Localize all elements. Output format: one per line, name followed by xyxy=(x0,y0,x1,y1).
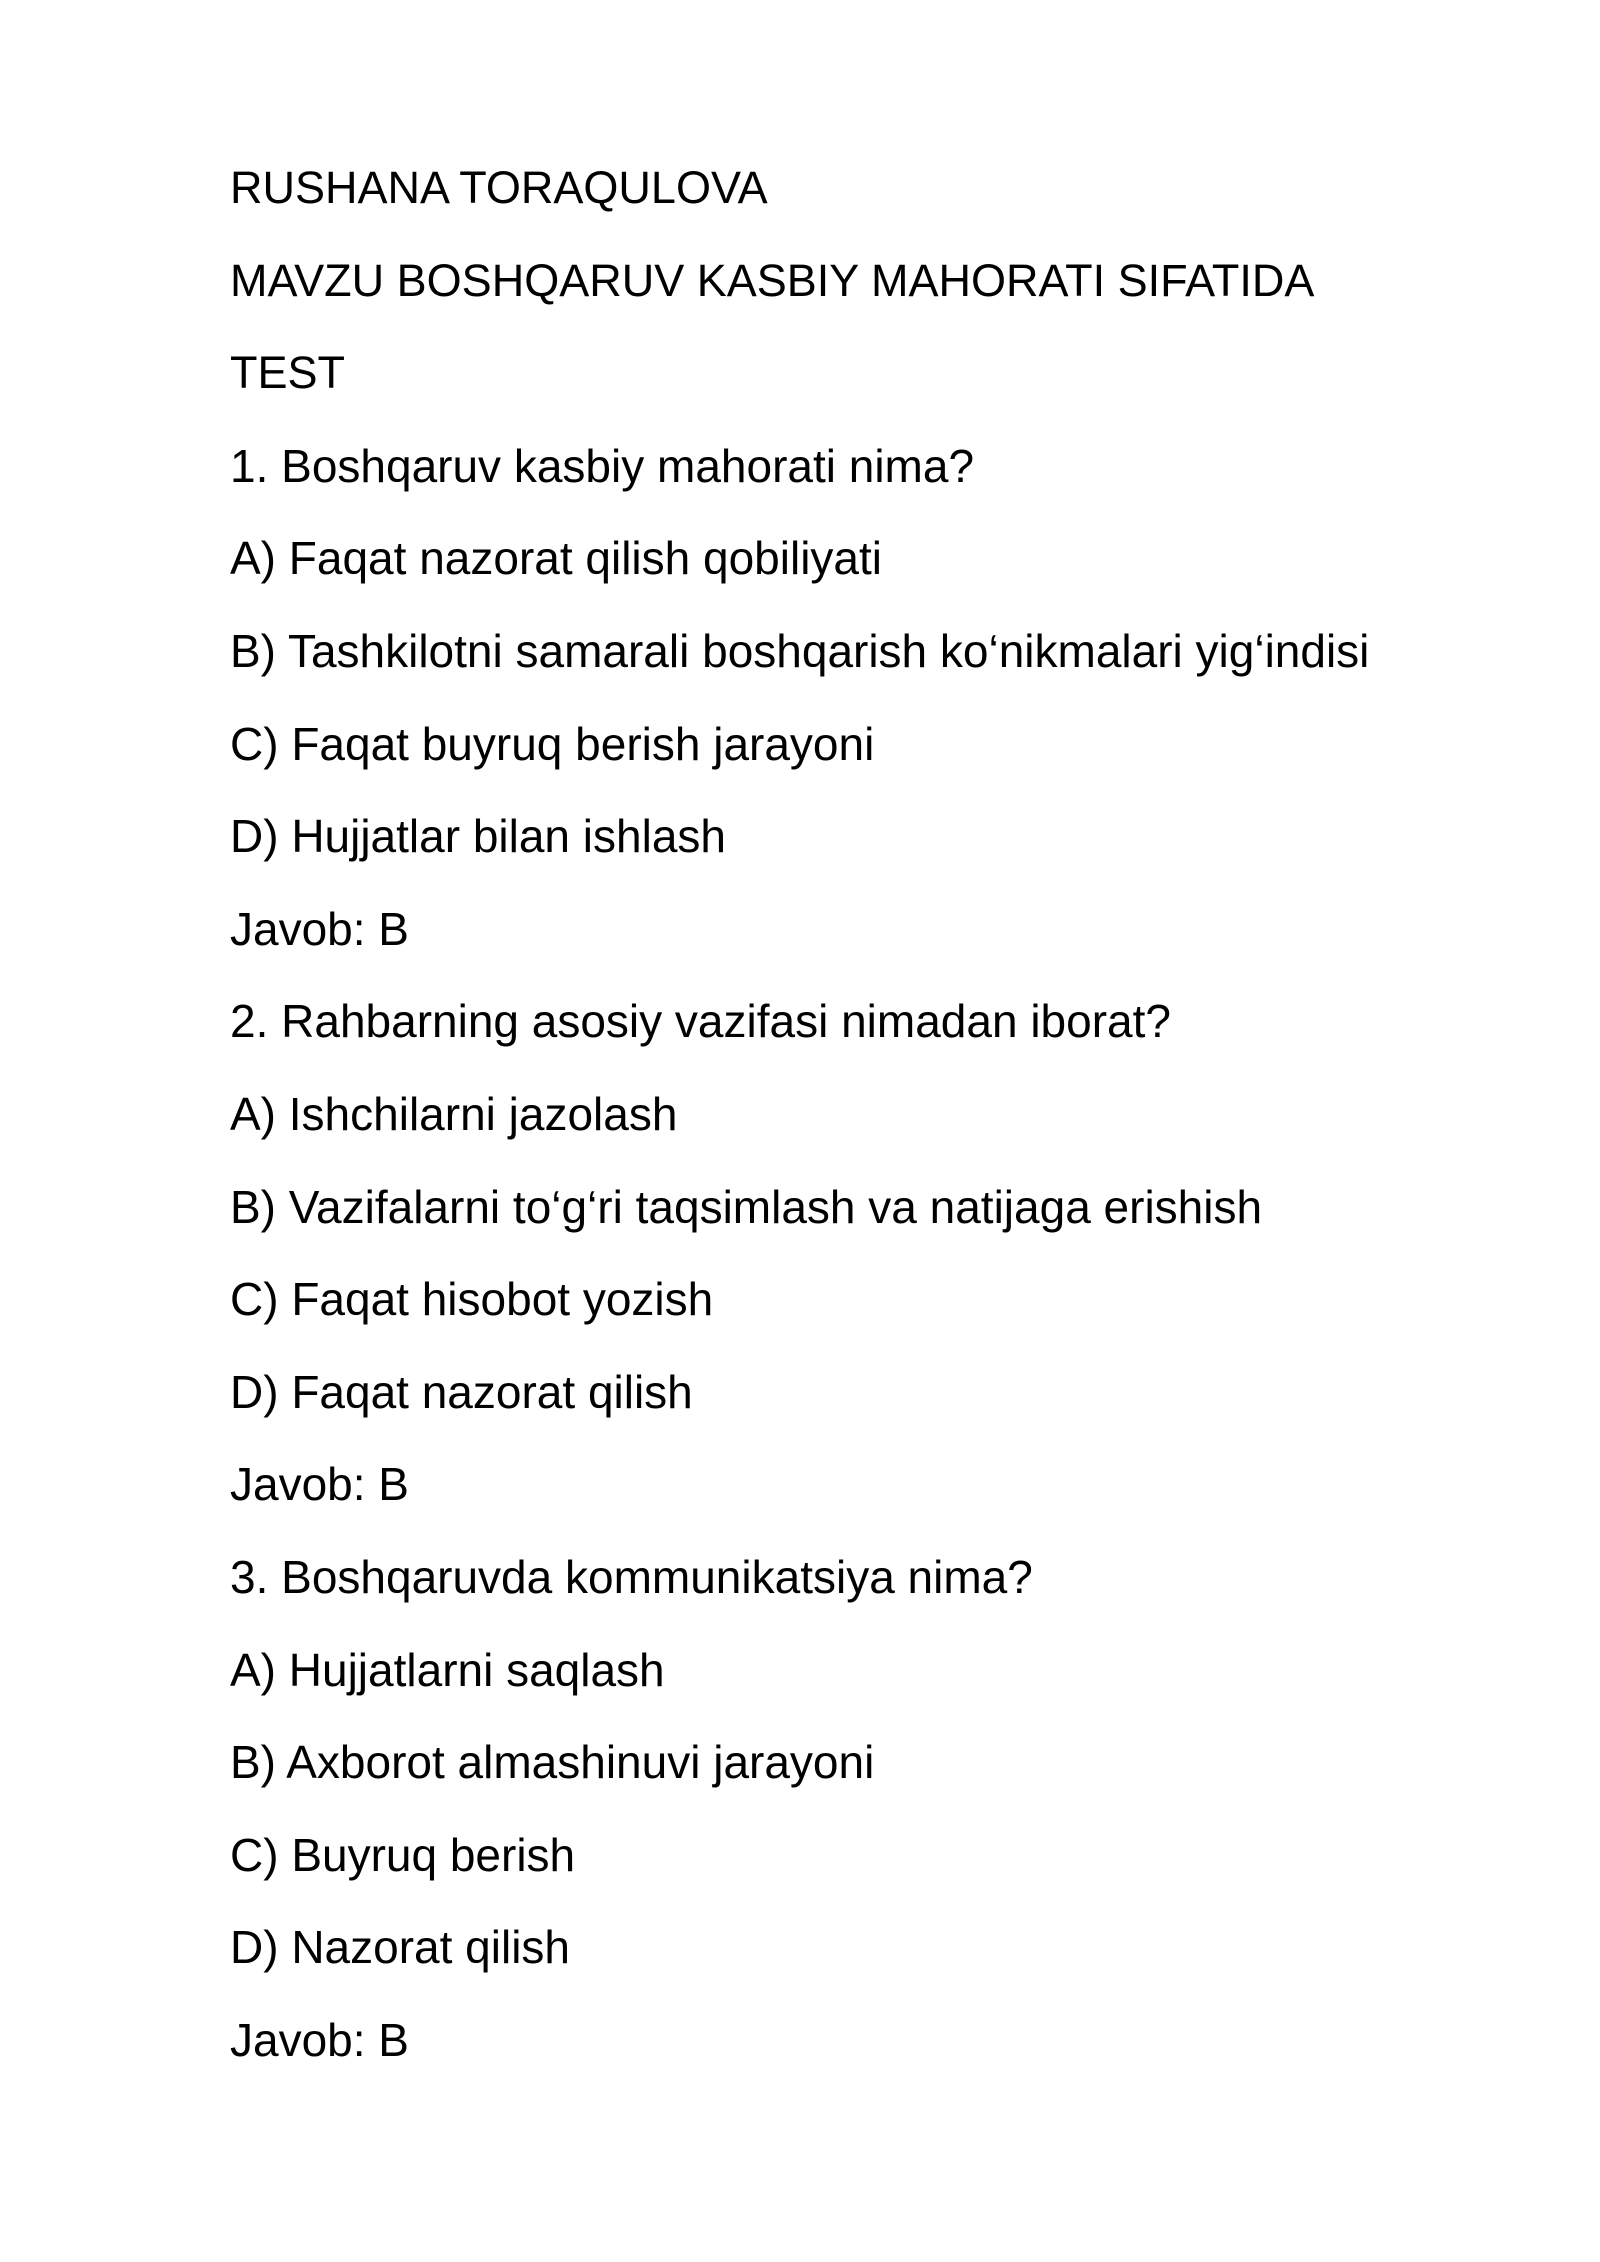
option-d: D) Faqat nazorat qilish xyxy=(230,1365,693,1418)
option-b: B) Tashkilotni samarali boshqarish ko‘nikmalari yig‘indisi xyxy=(230,624,1370,677)
option-a: A) Faqat nazorat qilish qobiliyati xyxy=(230,532,882,585)
answer-text: Javob: B xyxy=(230,2013,409,2066)
question-text: 2. Rahbarning asosiy vazifasi nimadan iborat? xyxy=(230,995,1171,1048)
option-c: C) Faqat buyruq berish jarayoni xyxy=(230,717,875,770)
answer-text: Javob: B xyxy=(230,902,409,955)
option-b: B) Vazifalarni to‘g‘ri taqsimlash va natijaga erishish xyxy=(230,1180,1263,1233)
question-text: 3. Boshqaruvda kommunikatsiya nima? xyxy=(230,1550,1033,1603)
option-c: C) Buyruq berish xyxy=(230,1828,576,1881)
option-d: D) Nazorat qilish xyxy=(230,1921,570,1974)
option-b: B) Axborot almashinuvi jarayoni xyxy=(230,1736,875,1789)
document-header xyxy=(230,158,1530,436)
answer-text: Javob: B xyxy=(230,1458,409,1511)
question-block-3 xyxy=(230,1547,1530,2103)
option-a: A) Ishchilarni jazolash xyxy=(230,1087,678,1140)
option-d: D) Hujjatlar bilan ishlash xyxy=(230,810,726,863)
document-content xyxy=(230,158,1530,2102)
question-block-1 xyxy=(230,436,1530,992)
question-block-2 xyxy=(230,991,1530,1547)
topic-title: MAVZU BOSHQARUV KASBIY MAHORATI SIFATIDA xyxy=(230,254,1315,306)
option-c: C) Faqat hisobot yozish xyxy=(230,1273,714,1326)
question-text: 1. Boshqaruv kasbiy mahorati nima? xyxy=(230,439,975,492)
author-name: RUSHANA TORAQULOVA xyxy=(230,162,768,213)
option-a: A) Hujjatlarni saqlash xyxy=(230,1643,665,1696)
test-label: TEST xyxy=(230,347,346,399)
